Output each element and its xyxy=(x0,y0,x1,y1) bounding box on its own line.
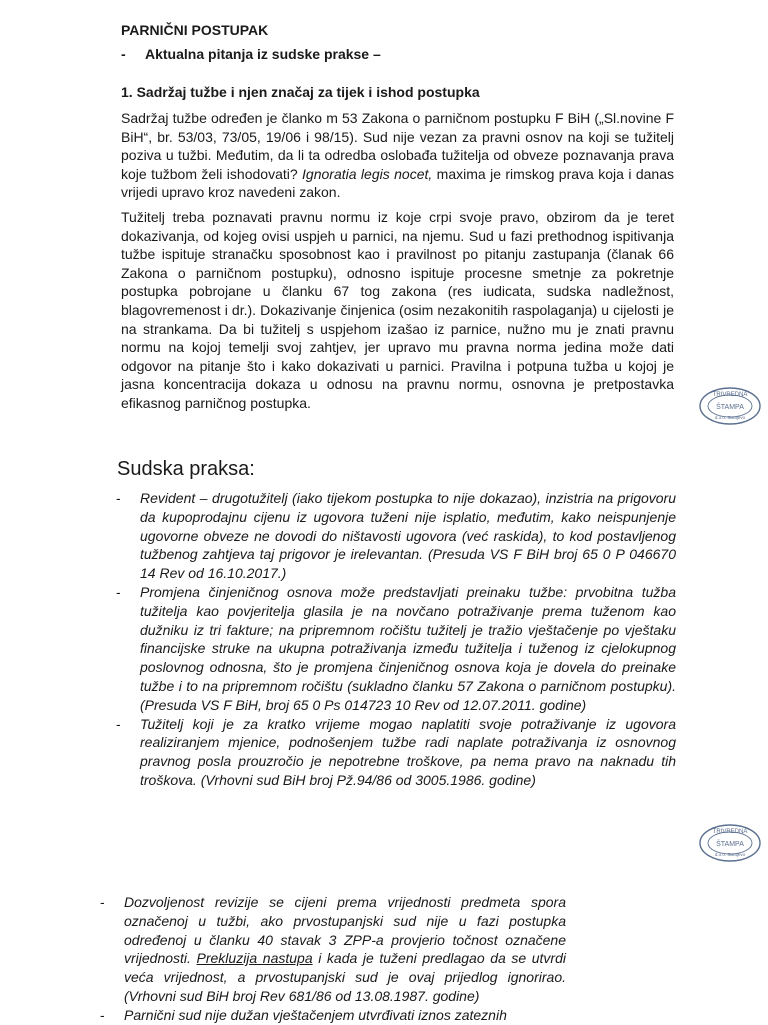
paragraph-2: Tužitelj treba poznavati pravnu normu iz koje crpi svoje pravo, obzirom da je teret dokazivanja, od kojeg ovisi uspjeh u parnici, na njemu. Sud u fazi prethodnog ispitivanja tužbe ispituje stranačku sposobnost kao i pravilnost po pitanju zastupanja (članak 66 Zakona o parničnom postupku), odnosno ispituje procesne smetnje za pokretnje postupka pobrojane u članku 67 tog zakona (res iudicata, sudska nadležnost, blagovremenost i dr.). Dokazivanje činjenica (osim nezakonitih raspolaganja) u cijelosti je na strankama. Da bi tužitelj s uspjehom izašao iz parnice, nužno mu je znati pravnu normu na kojoj temelji svoj zahtjev, jer upravo mu pravna norma jedina može dati odgovor na pitanje što i kako dokazivati u parnici. Pravilna i potpuna tužba u kojoj je jasna koncentracija dokaza u odnosu na pravnu normu, osnovna je pretpostavka efikasnog parničnog postupka. xyxy=(121,209,674,411)
bullet-dash: - xyxy=(100,1006,105,1023)
praxis-item-text-before: Parnični sud nije dužan vještačenjem utvrđivati iznos zateznih xyxy=(124,1006,507,1023)
bullet-dash: - xyxy=(116,583,121,600)
praxis-item-text: Tužitelj koji je za kratko vrijeme mogao naplatiti svoje potraživanje iz ugovora realiziranjem mjenice, podnošenjem tužbe radi naplate potraživanja iz osnovnog pravnog posla prouzročio je nepotrebne troškove, pa nema pravo na naknadu tih troškova. (Vrhovni sud BiH broj Pž.94/86 od 3005.1986. godine) xyxy=(140,715,676,788)
subtitle-text: Aktualna pitanja iz sudske prakse – xyxy=(145,46,381,62)
stamp-text-bottom: d.o.o. Sarajevo xyxy=(714,852,746,857)
stamp-text-bottom: d.o.o. Sarajevo xyxy=(714,415,746,420)
stamp-seal xyxy=(698,823,762,863)
stamp-seal xyxy=(698,386,762,426)
stamp-text-top: TRIVREDNA xyxy=(712,392,748,398)
stamp-text-top: TRIVREDNA xyxy=(712,829,748,835)
praxis-item xyxy=(100,1006,566,1025)
paragraph-1 xyxy=(121,109,674,202)
bullet-dash: - xyxy=(100,894,105,910)
praxis-item xyxy=(116,489,676,583)
praxis-item-text-after: i kada je tuženi predlagao da se utvrdi veća vrijednost, a prvostupanjski sud je ovaj prijedlog ignorirao. (Vrhovni sud BiH broj Rev 681/86 od 13.08.1987. godine) xyxy=(124,950,566,1004)
praxis-item-text: Promjena činjeničnog osnova može predstavljati preinaku tužbe: prvobitna tužba tužitelja kao povjeritelja glasila je na novčano potraživanje prema tuženom kao dužniku iz tri fakture; na pripremnom ročištu tužitelj je tražio vještačenje po vještaku financijske struke na ukupna potraživanja između tužitelja i tuženog iz cjelokupnog poslovnog odnosna, što je promjena činjeničnog osnova koja je dovela do preinake tužbe i to na pripremnom ročištu (sukladno članku 57 Zakona o parničnom postupku). (Presuda VS F BiH, broj 65 0 Ps 014723 10 Rev od 12.07.2011. godine) xyxy=(140,583,676,713)
stamp-text-mid: ŠTAMPA xyxy=(716,404,744,411)
praxis-item xyxy=(116,583,676,715)
praxis-item xyxy=(116,715,676,790)
document-subtitle xyxy=(121,46,381,62)
praxis-list xyxy=(116,489,676,790)
praxis-list-continued xyxy=(100,893,566,1025)
stamp-text-mid: ŠTAMPA xyxy=(716,841,744,848)
bullet-dash: - xyxy=(116,490,121,506)
document-title: PARNIČNI POSTUPAK xyxy=(121,22,269,38)
praxis-item-underlined: Prekluzija nastupa xyxy=(196,950,313,967)
subtitle-dash: - xyxy=(121,46,126,62)
paragraph-1-latin-maxim: Ignoratia legis nocet, xyxy=(302,165,433,182)
paragraph-1-text-before: Sadržaj tužbe određen je članko m 53 Zakona o parničnom postupku F BiH („Sl.novine F BiH“, br. 53/03, 73/05, 19/06 i 98/15). Sud nije vezan za pravni osnov na koji se tužitelj poziva u tužbi. Međutim, da li ta odredba oslobađa tužitelja od obveze poznavanja prava koje tužbom želi ishodovati? xyxy=(121,110,674,182)
praxis-item xyxy=(100,893,566,1006)
praxis-item-text-before: Dozvoljenost revizije se cijeni prema vrijednosti predmeta spora označenoj u tužbi, ako prvostupanjski sud nije u fazi postupka određenoj u članku 40 stavak 3 ZPP-a provjerio točnost označene vrijednosti. xyxy=(124,894,566,967)
paragraph-1-text-after: maxima je rimskog prava koja i danas vrijedi upravo kroz navedeni zakon. xyxy=(121,165,674,201)
section-heading: 1. Sadržaj tužbe i njen značaj za tijek i ishod postupka xyxy=(121,84,480,100)
praxis-heading: Sudska praksa: xyxy=(117,458,255,480)
bullet-dash: - xyxy=(116,715,121,732)
praxis-item-text: Revident – drugotužitelj (iako tijekom postupka to nije dokazao), inzistria na prigovoru da kupoprodajnu cijenu iz ugovora tuženi nije isplatio, međutim, kako neispunjenje ugovorne obveze ne dovodi do ništavosti ugovora (već raskida), to kod postavljenog tužbenog zahtjeva taj prigovor je irelevantan. (Presuda VS F BiH broj 65 0 P 046670 14 Rev od 16.10.2017.) xyxy=(140,490,676,582)
